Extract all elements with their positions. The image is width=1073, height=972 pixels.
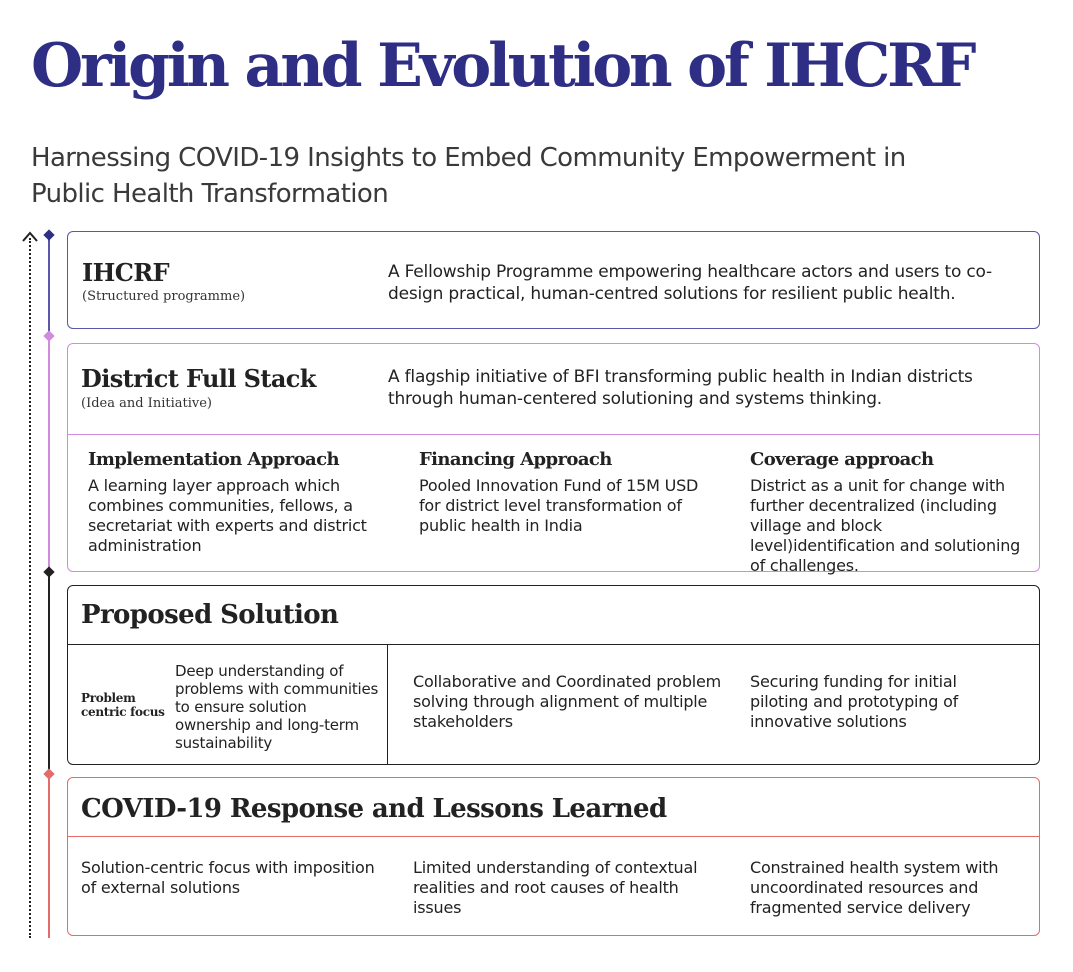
ihcrf-heading: IHCRF: [82, 258, 169, 287]
page-title: Origin and Evolution of IHCRF: [31, 31, 974, 101]
coverage-heading: Coverage approach: [750, 449, 934, 470]
ihcrf-card: [67, 231, 1040, 329]
timeline-segment-covid: [48, 774, 50, 938]
covid-item-3: Constrained health system with uncoordinated resources and fragmented service delivery: [750, 858, 999, 917]
district-card: [67, 343, 1040, 575]
page-subtitle: Harnessing COVID-19 Insights to Embed Community Empowerment in Public Health Transformation: [31, 143, 906, 209]
proposed-item-2: Collaborative and Coordinated problem solving through alignment of multiple stakeholders: [413, 672, 722, 731]
timeline-segment-district: [48, 336, 50, 572]
proposed-item-3: Securing funding for initial piloting and prototyping of innovative solutions: [750, 672, 959, 731]
proposed-item-1: Deep understanding of problems with communities to ensure solution ownership and long-term sustainability: [175, 662, 379, 752]
financing-heading: Financing Approach: [419, 449, 612, 470]
proposed-column-divider: [387, 644, 388, 764]
covid-item-1: Solution-centric focus with imposition of external solutions: [81, 858, 375, 897]
implementation-heading: Implementation Approach: [88, 449, 339, 470]
ihcrf-description: A Fellowship Programme empowering healthcare actors and users to co-design practical, human-centred solutions for resilient public health.: [388, 262, 992, 304]
covid-divider: [68, 836, 1039, 837]
timeline-node-covid: [43, 768, 54, 779]
financing-text: Pooled Innovation Fund of 15M USD for district level transformation of public health in India: [419, 476, 699, 535]
timeline-node-ihcrf: [43, 229, 54, 240]
district-description: A flagship initiative of BFI transforming public health in Indian districts through human-centered solutioning and systems thinking.: [388, 367, 973, 409]
timeline-node-district: [43, 330, 54, 341]
district-divider: [68, 434, 1039, 435]
proposed-solution-card: [67, 585, 1040, 765]
district-tag: (Idea and Initiative): [81, 396, 212, 411]
covid-item-2: Limited understanding of contextual realities and root causes of health issues: [413, 858, 698, 917]
proposed-heading: Proposed Solution: [81, 600, 339, 630]
problem-centric-label: Problem centric focus: [81, 691, 165, 719]
district-heading: District Full Stack: [81, 364, 316, 393]
timeline-dotted-line: [29, 238, 31, 938]
timeline-node-proposed: [43, 566, 54, 577]
coverage-text: District as a unit for change with further decentralized (including village and block level)identification and solutioning of challenges.: [750, 476, 1021, 575]
covid-card: [67, 777, 1040, 936]
timeline-segment-ihcrf: [48, 236, 50, 336]
timeline-segment-proposed: [48, 572, 50, 774]
covid-heading: COVID-19 Response and Lessons Learned: [81, 794, 667, 824]
ihcrf-tag: (Structured programme): [82, 289, 246, 304]
proposed-divider: [68, 644, 1039, 645]
implementation-text: A learning layer approach which combines communities, fellows, a secretariat with experts and district administration: [88, 476, 367, 555]
